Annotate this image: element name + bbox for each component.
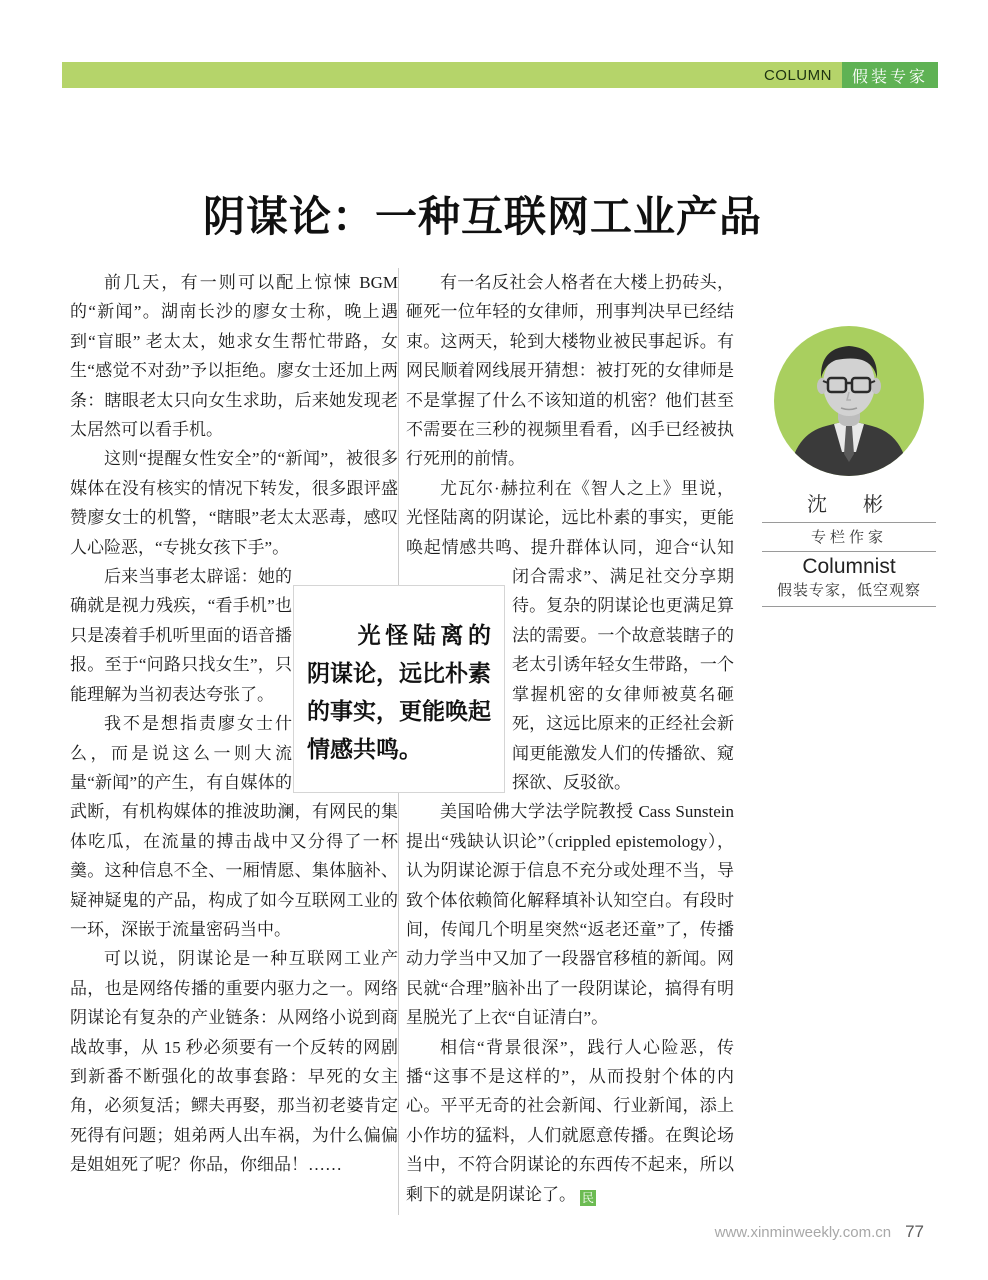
author-tagline: 假装专家，低空观察 (762, 579, 936, 607)
article-title: 阴谋论：一种互联网工业产品 (203, 195, 763, 241)
paragraph (406, 1033, 734, 1209)
paragraph: 前几天，有一则可以配上惊悚 BGM 的“新闻”。湖南长沙的廖女士称，晚上遇到“盲眼” 老太太，她求女生帮忙带路，女生“感觉不对劲”予以拒绝。廖女士还加上两条：瞎眼老太只向女生求助，后来她发现老太居然可以看手机。 (70, 273, 398, 440)
header-bar (62, 62, 938, 88)
author-photo (774, 326, 924, 476)
website-url: www.xinminweekly.com.cn (714, 1224, 892, 1241)
paragraph-text: 相信“背景很深”，践行人心险恶，传播“这事不是这样的”，从而投射个体的内心。平平无奇的社会新闻、行业新闻，添上小作坊的猛料，人们就愿意传播。在舆论场当中，不符合阴谋论的东西传不起来，所以剩下的就是阴谋论了。 (406, 1037, 734, 1204)
paragraph: 可以说，阴谋论是一种互联网工业产品，也是网络传播的重要内驱力之一。网络阴谋论有复杂的产业链条：从网络小说到商战故事，从 15 秒必须要有一个反转的网剧到新番不断强化的故事套路：早死的女主角，必须复活；鳏夫再娶，那当初老婆肯定死得有问题；姐弟两人出车祸，为什么偏偏是姐姐死了呢？你品，你细品！…… (70, 949, 398, 1175)
paragraph: 有一名反社会人格者在大楼上扔砖头，砸死一位年轻的女律师，刑事判决早已经结束。这两天，轮到大楼物业被民事起诉。有网民顺着网线展开猜想：被打死的女律师是不是掌握了什么不该知道的机密？他们甚至不需要在三秒的视频里看看，凶手已经被执行死刑的前情。 (406, 273, 734, 469)
column-section-tag: 假装专家 (842, 62, 938, 88)
paragraph: 尤瓦尔·赫拉利在《智人之上》里说，光怪陆离的阴谋论，远比朴素的事实，更能唤起情感共鸣、提升群体认同，迎合“认知闭合需求”、满足社交分享期待。复杂的阴谋论也更满足算法的需要。一个故意装瞎子的老太引诱年轻女生带路，一个掌握机密的女律师被莫名砸死，这远比原来的正经社会新闻更能激发人们的传播欲、窥探欲、反驳欲。 (406, 478, 734, 792)
author-role-chinese: 专栏作家 (762, 523, 936, 552)
paragraph: 美国哈佛大学法学院教授 Cass Sunstein 提出“残缺认识论”（crippled epistemology），认为阴谋论源于信息不充分或处理不当，导致个体依赖简化解释填补认知空白。有段时间，传闻几个明星突然“返老还童”了，传播动力学当中又加了一段器官移植的新闻。网民就“合理”脑补出了一段阴谋论，搞得有明星脱光了上衣“自证清白”。 (406, 802, 734, 1028)
article-end-mark: 民 (581, 1190, 594, 1205)
paragraph: 这则“提醒女性安全”的“新闻”，被很多媒体在没有核实的情况下转发，很多跟评盛赞廖女士的机警，“瞎眼”老太太恶毒，感叹人心险恶，“专挑女孩下手”。 (70, 449, 398, 557)
author-block (762, 326, 936, 607)
pull-quote-box (293, 585, 505, 793)
page-footer (715, 1222, 924, 1242)
author-role-english: Columnist (802, 555, 896, 578)
column-label: COLUMN (763, 66, 832, 84)
page-number: 77 (905, 1222, 924, 1241)
author-portrait-illustration (774, 326, 924, 476)
paragraph: 后来当事老太辟谣：她的确就是视力残疾，“看手机”也只是凑着手机听里面的语音播报。至于“问路只找女生”，只能理解为当初表达夸张了。 (70, 567, 292, 704)
paragraph: 我不是想指责廖女士什么，而是说这么一则大流量“新闻”的产生，有自媒体的武断，有机构媒体的推波助澜，有网民的集体吃瓜，在流量的搏击战中又分得了一杯羹。这种信息不全、一厢情愿、集体脑补、疑神疑鬼的产品，构成了如今互联网工业的一环，深嵌于流量密码当中。 (70, 714, 398, 939)
pull-quote-text: 光怪陆离的阴谋论，远比朴素的事实，更能唤起情感共鸣。 (307, 622, 491, 762)
author-name: 沈 彬 (762, 486, 936, 523)
